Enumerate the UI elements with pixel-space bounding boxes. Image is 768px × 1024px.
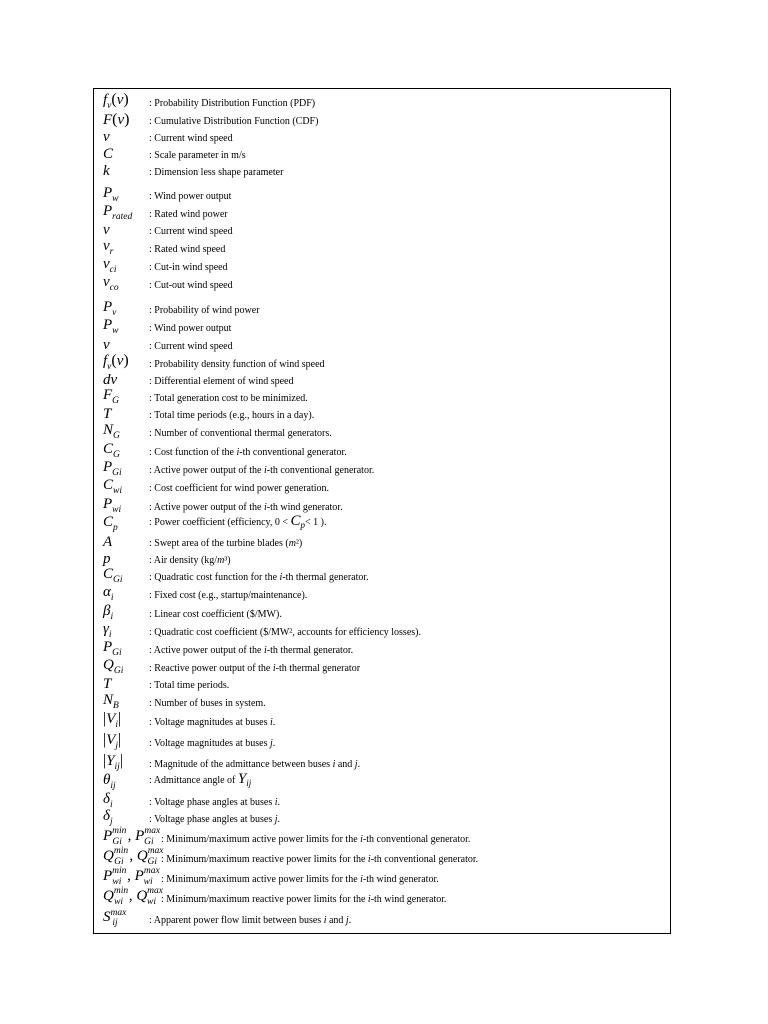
nomenclature-row bbox=[94, 238, 672, 256]
description: : Voltage magnitudes at buses i. bbox=[149, 717, 276, 728]
nomenclature-table bbox=[93, 88, 671, 934]
symbol: $P_{Gi}$ bbox=[103, 639, 122, 658]
symbol: $\alpha_i$ bbox=[103, 584, 114, 603]
nomenclature-row bbox=[94, 185, 672, 203]
description: : Total time periods. bbox=[149, 680, 230, 691]
symbol: $Q_{Gi}$ bbox=[103, 657, 124, 676]
symbol: $v_{co}$ bbox=[103, 274, 119, 293]
nomenclature-row bbox=[94, 220, 672, 238]
symbol: $C_{wi}$ bbox=[103, 477, 122, 496]
symbol: $f_v(v)$ bbox=[103, 91, 129, 111]
symbol: $C_G$ bbox=[103, 441, 120, 460]
symbol: v bbox=[103, 337, 110, 353]
nomenclature-row bbox=[94, 441, 672, 459]
nomenclature-row bbox=[94, 692, 672, 710]
symbol: $F_G$ bbox=[103, 387, 120, 406]
description: : Quadratic cost coefficient ($/MW², accounts for efficiency losses). bbox=[149, 627, 421, 638]
symbol: $\delta_i$ bbox=[103, 791, 113, 810]
description: : Voltage phase angles at buses j. bbox=[149, 814, 280, 825]
symbol: v bbox=[103, 129, 110, 145]
description: : Cumulative Distribution Function (CDF) bbox=[149, 116, 319, 127]
nomenclature-row bbox=[94, 732, 672, 750]
symbol: $\beta_i$ bbox=[103, 603, 114, 622]
description: : Swept area of the turbine blades (m²) bbox=[149, 538, 303, 549]
description: : Cost coefficient for wind power generation. bbox=[149, 483, 330, 494]
nomenclature-row bbox=[94, 370, 672, 388]
description: : Number of buses in system. bbox=[149, 698, 266, 709]
symbol: $P_{Gi}$ bbox=[103, 459, 122, 478]
description: : Active power output of the i-th conventional generator. bbox=[149, 465, 375, 476]
nomenclature-row bbox=[94, 256, 672, 274]
description: : Rated wind power bbox=[149, 209, 228, 220]
nomenclature-row bbox=[94, 459, 672, 477]
symbol: F(v) bbox=[103, 111, 130, 128]
description: : Minimum/maximum active power limits for the i-th conventional generator. bbox=[161, 834, 471, 845]
nomenclature-row bbox=[94, 532, 672, 550]
symbol: $N_B$ bbox=[103, 692, 119, 711]
nomenclature-row bbox=[94, 335, 672, 353]
nomenclature-row bbox=[94, 909, 672, 927]
description: : Wind power output bbox=[149, 191, 232, 202]
nomenclature-row bbox=[94, 888, 672, 906]
description: : Current wind speed bbox=[149, 133, 233, 144]
description: : Current wind speed bbox=[149, 226, 233, 237]
nomenclature-row bbox=[94, 808, 672, 826]
description: : Fixed cost (e.g., startup/maintenance). bbox=[149, 590, 308, 601]
description: : Number of conventional thermal generators. bbox=[149, 428, 332, 439]
nomenclature-row bbox=[94, 161, 672, 179]
description: : Probability density function of wind speed bbox=[149, 359, 325, 370]
nomenclature-row bbox=[94, 674, 672, 692]
symbol: $\theta_{ij}$ bbox=[103, 772, 116, 791]
nomenclature-row bbox=[94, 603, 672, 621]
nomenclature-row bbox=[94, 621, 672, 639]
symbol: v bbox=[103, 222, 110, 238]
description: : Voltage phase angles at buses i. bbox=[149, 797, 280, 808]
nomenclature-row bbox=[94, 772, 672, 790]
nomenclature-row bbox=[94, 317, 672, 335]
symbol: $v_r$ bbox=[103, 238, 114, 257]
description: : Apparent power flow limit between buses i and j. bbox=[149, 915, 352, 926]
symbol: $C_{Gi}$ bbox=[103, 566, 123, 585]
symbol: k bbox=[103, 163, 110, 179]
description: : Cut-out wind speed bbox=[149, 280, 233, 291]
nomenclature-row bbox=[94, 92, 672, 110]
nomenclature-row bbox=[94, 496, 672, 514]
description: : Air density (kg/m³) bbox=[149, 555, 231, 566]
description: : Reactive power output of the i-th thermal generator bbox=[149, 663, 361, 674]
symbol: $\gamma_i$ bbox=[103, 621, 112, 640]
description: : Probability of wind power bbox=[149, 305, 260, 316]
nomenclature-row bbox=[94, 791, 672, 809]
symbol: p bbox=[103, 551, 111, 567]
description: : Power coefficient (efficiency, $0 < C_p< 1$ ). bbox=[149, 513, 327, 530]
symbol: $P_{wi}$ bbox=[103, 496, 122, 515]
description: : Rated wind speed bbox=[149, 244, 226, 255]
nomenclature-row bbox=[94, 127, 672, 145]
description: : Magnitude of the admittance between buses i and j. bbox=[149, 759, 361, 770]
nomenclature-row bbox=[94, 422, 672, 440]
symbol: $P^{min}_{Gi}$ , $P^{max}_{Gi}$ bbox=[103, 826, 161, 847]
nomenclature-row bbox=[94, 274, 672, 292]
nomenclature-row bbox=[94, 584, 672, 602]
description: : Current wind speed bbox=[149, 341, 233, 352]
nomenclature-row bbox=[94, 828, 672, 846]
description: : Scale parameter in m/s bbox=[149, 150, 246, 161]
symbol: A bbox=[103, 534, 113, 550]
description: : Probability Distribution Function (PDF) bbox=[149, 98, 316, 109]
symbol: $f_v(v)$ bbox=[103, 352, 129, 372]
description: : Cut-in wind speed bbox=[149, 262, 228, 273]
nomenclature-row bbox=[94, 144, 672, 162]
description: : Active power output of the i-th wind generator. bbox=[149, 502, 343, 513]
symbol: $v_{ci}$ bbox=[103, 256, 117, 275]
symbol: $P_v$ bbox=[103, 299, 117, 318]
description: : Minimum/maximum reactive power limits for the i-th wind generator. bbox=[161, 894, 447, 905]
nomenclature-row bbox=[94, 203, 672, 221]
nomenclature-row bbox=[94, 387, 672, 405]
symbol: $P_w$ bbox=[103, 317, 119, 336]
symbol: C bbox=[103, 146, 114, 162]
description: : Quadratic cost function for the i-th thermal generator. bbox=[149, 572, 369, 583]
description: : Admittance angle of $Y_{ij}$ bbox=[149, 771, 252, 788]
symbol: $P_w$ bbox=[103, 185, 119, 204]
nomenclature-row bbox=[94, 514, 672, 532]
description: : Dimension less shape parameter bbox=[149, 167, 284, 178]
symbol: $P_{rated}$ bbox=[103, 203, 133, 222]
symbol: dv bbox=[103, 372, 118, 388]
symbol: $C_p$ bbox=[103, 514, 118, 533]
nomenclature-row bbox=[94, 639, 672, 657]
nomenclature-row bbox=[94, 848, 672, 866]
symbol: $\delta_j$ bbox=[103, 808, 113, 827]
description: : Minimum/maximum reactive power limits for the i-th conventional generator. bbox=[161, 854, 479, 865]
nomenclature-row bbox=[94, 353, 672, 371]
description: : Total generation cost to be minimized. bbox=[149, 393, 308, 404]
symbol: $S^{max}_{ij}$ bbox=[103, 908, 127, 928]
symbol: $P^{min}_{wi}$ , $P^{max}_{wi}$ bbox=[103, 866, 160, 887]
symbol: T bbox=[103, 676, 112, 692]
nomenclature-row bbox=[94, 657, 672, 675]
nomenclature-row bbox=[94, 477, 672, 495]
description: : Minimum/maximum active power limits for the i-th wind generator. bbox=[161, 874, 439, 885]
symbol: $N_G$ bbox=[103, 422, 120, 441]
nomenclature-row bbox=[94, 566, 672, 584]
description: : Total time periods (e.g., hours in a day). bbox=[149, 410, 315, 421]
symbol: $|Y_{ij}|$ bbox=[103, 752, 124, 772]
nomenclature-row bbox=[94, 404, 672, 422]
nomenclature-row bbox=[94, 110, 672, 128]
description: : Cost function of the i-th conventional generator. bbox=[149, 447, 347, 458]
symbol: $|V_i|$ bbox=[103, 710, 122, 730]
nomenclature-row bbox=[94, 299, 672, 317]
symbol: $|V_j|$ bbox=[103, 731, 122, 751]
symbol: $Q^{min}_{wi}$ , $Q^{max}_{wi}$ bbox=[103, 886, 163, 907]
description: : Active power output of the i-th thermal generator. bbox=[149, 645, 354, 656]
nomenclature-row bbox=[94, 549, 672, 567]
description: : Wind power output bbox=[149, 323, 232, 334]
symbol: $Q^{min}_{Gi}$ , $Q^{max}_{Gi}$ bbox=[103, 846, 164, 867]
nomenclature-row bbox=[94, 753, 672, 771]
description: : Linear cost coefficient ($/MW). bbox=[149, 609, 282, 620]
nomenclature-row bbox=[94, 711, 672, 729]
symbol: T bbox=[103, 406, 112, 422]
description: : Voltage magnitudes at buses j. bbox=[149, 738, 276, 749]
description: : Differential element of wind speed bbox=[149, 376, 294, 387]
nomenclature-row bbox=[94, 868, 672, 886]
